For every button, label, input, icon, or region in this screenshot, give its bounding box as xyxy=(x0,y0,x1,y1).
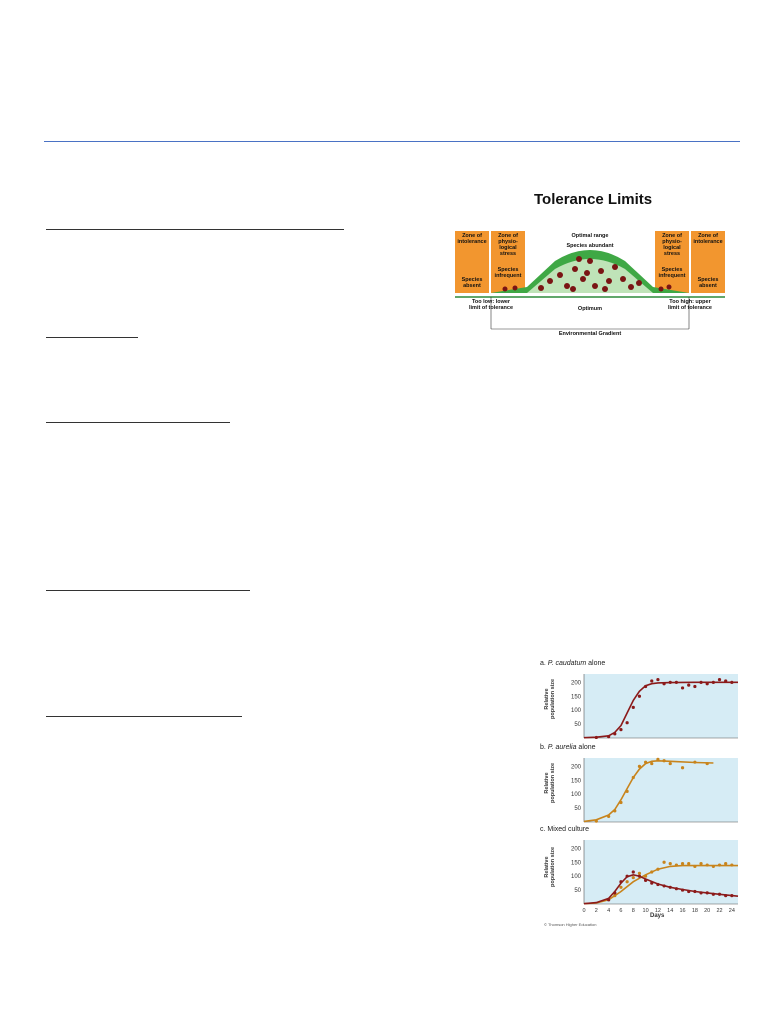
data-point-2-1-3 xyxy=(626,875,629,878)
copyright-text: © Thomson Higher Education xyxy=(544,922,597,927)
label-too-high: Too high: upper limit of tolerance xyxy=(667,299,712,311)
data-point-2-0-2 xyxy=(626,880,629,883)
data-point-2-1-9 xyxy=(662,884,665,887)
data-point-1-0-12 xyxy=(681,766,684,769)
graph-b-title: b. P. aurelia alone xyxy=(540,744,596,751)
data-point-1-0-5 xyxy=(632,776,635,779)
data-point-2-1-13 xyxy=(687,890,690,893)
data-point-2-0-5 xyxy=(644,875,647,878)
data-point-2-0-7 xyxy=(656,868,659,871)
label-zone-intolerance-right: Zone of intolerance xyxy=(693,233,723,245)
label-species-absent-right: Species absent xyxy=(697,277,719,289)
data-point-2-0-10 xyxy=(675,863,678,866)
data-point-0-0-19 xyxy=(718,678,721,681)
plot-area-1 xyxy=(584,758,738,822)
label-optimal-range: Optimal range xyxy=(571,233,609,239)
data-point-0-0-4 xyxy=(626,721,629,724)
data-point-0-0-14 xyxy=(687,684,690,687)
label-species-infrequent-right: Species infrequent xyxy=(658,267,686,279)
data-point-2-1-20 xyxy=(730,894,733,897)
data-point-2-1-5 xyxy=(638,875,641,878)
graph-b-ylabel: Relative population size xyxy=(544,762,556,804)
data-point-2-1-14 xyxy=(693,890,696,893)
data-point-0-0-2 xyxy=(613,732,616,735)
y-tick-label-1-1: 150 xyxy=(570,778,581,785)
graph-c-xlabel: Days xyxy=(650,913,665,919)
x-tick-label-3: 6 xyxy=(619,908,623,914)
label-too-low: Too low: lower limit of tolerance xyxy=(469,299,514,311)
x-tick-label-0: 0 xyxy=(582,908,586,914)
data-point-2-1-10 xyxy=(669,886,672,889)
data-point-0-0-6 xyxy=(638,695,641,698)
x-tick-label-5: 10 xyxy=(642,908,649,914)
x-tick-label-11: 22 xyxy=(716,908,723,914)
data-point-0-0-11 xyxy=(669,681,672,684)
data-point-1-0-1 xyxy=(607,815,610,818)
graph-a-ylabel: Relative population size xyxy=(544,678,556,720)
data-point-2-1-7 xyxy=(650,882,653,885)
data-point-0-0-15 xyxy=(693,685,696,688)
data-point-2-0-0 xyxy=(613,894,616,897)
graphs-svg xyxy=(540,660,740,930)
x-tick-label-9: 18 xyxy=(691,908,698,914)
label-optimum: Optimum xyxy=(577,306,603,312)
x-tick-label-12: 24 xyxy=(728,908,735,914)
data-point-2-0-9 xyxy=(669,862,672,865)
data-point-1-0-13 xyxy=(693,761,696,764)
x-tick-label-1: 2 xyxy=(594,908,598,914)
data-point-2-1-19 xyxy=(724,894,727,897)
blank-line-5 xyxy=(46,716,242,717)
blank-line-3 xyxy=(46,422,230,423)
data-point-0-0-7 xyxy=(644,685,647,688)
data-point-0-0-20 xyxy=(724,679,727,682)
data-point-0-0-12 xyxy=(675,681,678,684)
y-tick-label-1-3: 50 xyxy=(574,806,581,813)
data-point-2-0-3 xyxy=(632,876,635,879)
label-species-infrequent-left: Species infrequent xyxy=(494,267,522,279)
data-point-1-0-2 xyxy=(613,809,616,812)
blank-line-2 xyxy=(46,337,138,338)
data-point-2-0-1 xyxy=(619,886,622,889)
data-point-2-1-0 xyxy=(607,898,610,901)
data-point-0-0-10 xyxy=(662,682,665,685)
data-point-1-0-7 xyxy=(644,761,647,764)
data-point-2-1-15 xyxy=(699,891,702,894)
y-tick-label-0-1: 150 xyxy=(570,694,581,701)
data-point-1-0-14 xyxy=(706,762,709,765)
data-point-2-1-2 xyxy=(619,880,622,883)
data-point-2-0-11 xyxy=(681,862,684,865)
label-zone-stress-right: Zone of physio-logical stress xyxy=(662,233,682,257)
label-species-abundant: Species abundant xyxy=(566,243,614,249)
data-point-2-1-11 xyxy=(675,887,678,890)
data-point-0-0-13 xyxy=(681,686,684,689)
data-point-0-0-3 xyxy=(619,728,622,731)
data-point-2-0-17 xyxy=(718,863,721,866)
graph-c-title: c. Mixed culture xyxy=(540,826,590,833)
data-point-2-1-1 xyxy=(613,891,616,894)
x-tick-label-10: 20 xyxy=(704,908,711,914)
data-point-0-0-21 xyxy=(730,681,733,684)
label-zone-stress-left: Zone of physio-logical stress xyxy=(498,233,518,257)
y-tick-label-2-1: 150 xyxy=(570,860,581,867)
data-point-0-0-5 xyxy=(632,706,635,709)
label-species-absent-left: Species absent xyxy=(461,277,483,289)
data-point-1-0-3 xyxy=(619,801,622,804)
y-tick-label-1-0: 200 xyxy=(570,764,581,771)
y-tick-label-1-2: 100 xyxy=(570,792,581,799)
data-point-2-1-17 xyxy=(712,893,715,896)
data-point-2-0-12 xyxy=(687,862,690,865)
data-point-2-1-4 xyxy=(632,870,635,873)
data-point-0-0-17 xyxy=(706,682,709,685)
data-point-2-0-14 xyxy=(699,862,702,865)
label-zone-intolerance-left: Zone of intolerance xyxy=(457,233,487,245)
data-point-0-0-16 xyxy=(699,681,702,684)
data-point-2-0-6 xyxy=(650,870,653,873)
y-tick-label-2-0: 200 xyxy=(570,846,581,853)
data-point-2-0-4 xyxy=(638,872,641,875)
y-tick-label-2-3: 50 xyxy=(574,888,581,895)
data-point-2-0-15 xyxy=(706,863,709,866)
data-point-1-0-8 xyxy=(650,762,653,765)
graph-c-ylabel: Relative population size xyxy=(544,846,556,888)
y-tick-label-0-0: 200 xyxy=(570,680,581,687)
data-point-2-1-12 xyxy=(681,888,684,891)
x-tick-label-2: 4 xyxy=(607,908,611,914)
population-graphs xyxy=(540,660,740,930)
data-point-1-0-10 xyxy=(662,759,665,762)
x-tick-label-4: 8 xyxy=(631,908,635,914)
data-point-1-0-4 xyxy=(626,790,629,793)
label-gradient: Environmental Gradient xyxy=(558,331,622,337)
graph-a-title: a. P. caudatum alone xyxy=(540,660,606,667)
data-point-2-0-13 xyxy=(693,865,696,868)
x-tick-label-8: 16 xyxy=(679,908,686,914)
data-point-1-0-0 xyxy=(595,820,598,823)
data-point-1-0-11 xyxy=(669,762,672,765)
tolerance-diagram xyxy=(455,231,725,339)
data-point-0-0-9 xyxy=(656,678,659,681)
x-tick-label-6: 12 xyxy=(654,908,661,914)
data-point-2-0-8 xyxy=(662,861,665,864)
data-point-1-0-6 xyxy=(638,765,641,768)
data-point-2-1-16 xyxy=(706,891,709,894)
data-point-2-0-19 xyxy=(730,863,733,866)
data-point-0-0-0 xyxy=(595,736,598,739)
y-tick-label-2-2: 100 xyxy=(570,874,581,881)
y-tick-label-0-2: 100 xyxy=(570,708,581,715)
data-point-0-0-1 xyxy=(607,735,610,738)
data-point-2-1-6 xyxy=(644,879,647,882)
blank-line-1 xyxy=(46,229,344,230)
data-point-2-0-16 xyxy=(712,865,715,868)
data-point-1-0-9 xyxy=(656,758,659,761)
data-point-0-0-8 xyxy=(650,679,653,682)
data-point-0-0-18 xyxy=(712,681,715,684)
header-rule xyxy=(44,141,740,142)
data-point-2-1-18 xyxy=(718,893,721,896)
blank-line-4 xyxy=(46,590,250,591)
x-tick-label-7: 14 xyxy=(667,908,674,914)
tolerance-title: Tolerance Limits xyxy=(534,191,653,208)
y-tick-label-0-3: 50 xyxy=(574,722,581,729)
data-point-2-0-18 xyxy=(724,862,727,865)
data-point-2-1-8 xyxy=(656,883,659,886)
